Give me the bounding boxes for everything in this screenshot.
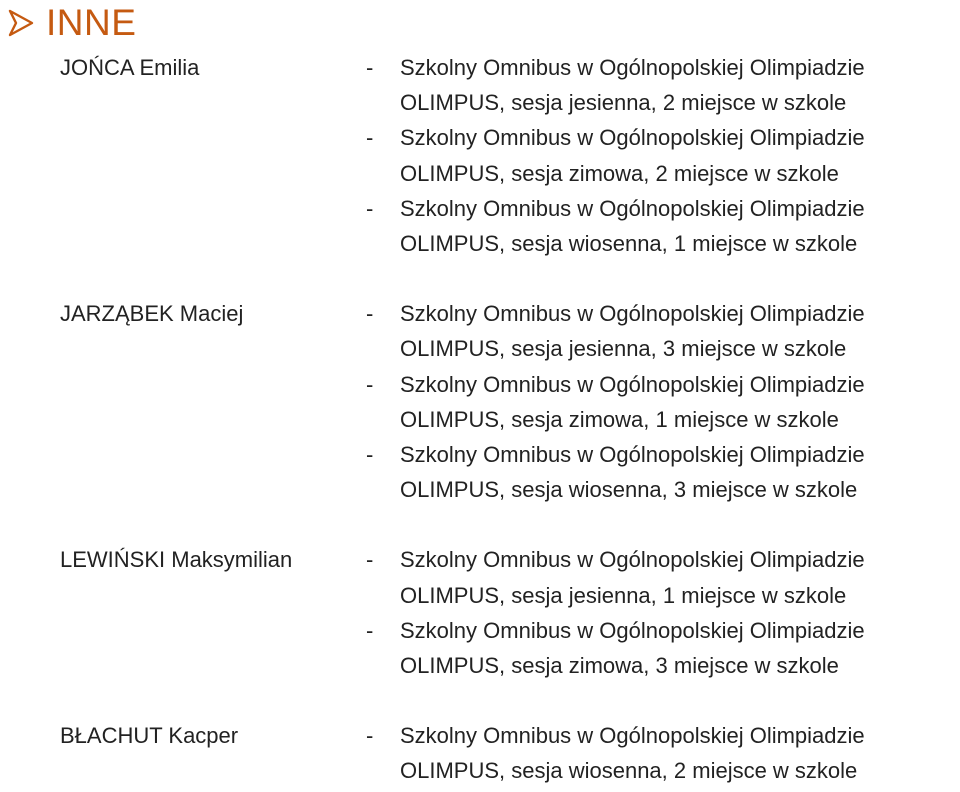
award-line-2: OLIMPUS, sesja jesienna, 3 miejsce w szkole <box>400 336 847 362</box>
list-dash: - <box>366 301 374 327</box>
list-dash: - <box>366 547 374 573</box>
award-line-1: Szkolny Omnibus w Ogólnopolskiej Olimpiadzie <box>400 617 865 643</box>
award-item <box>366 613 960 683</box>
student-name: BŁACHUT Kacper <box>60 723 239 749</box>
awards-list <box>366 50 960 261</box>
list-dash: - <box>366 723 374 749</box>
award-line-1: Szkolny Omnibus w Ogólnopolskiej Olimpiadzie <box>400 301 865 327</box>
entry-spacer <box>0 683 960 718</box>
award-line-1: Szkolny Omnibus w Ogólnopolskiej Olimpiadzie <box>400 442 865 468</box>
list-dash: - <box>366 55 374 80</box>
award-item <box>366 718 960 788</box>
list-dash: - <box>366 195 374 221</box>
award-item <box>366 542 960 612</box>
entry-spacer <box>0 507 960 542</box>
list-dash: - <box>366 617 374 643</box>
award-line-1: Szkolny Omnibus w Ogólnopolskiej Olimpiadzie <box>400 125 865 151</box>
award-item <box>366 120 960 190</box>
list-dash: - <box>366 371 374 397</box>
entry <box>0 50 960 261</box>
award-item <box>366 437 960 507</box>
list-dash: - <box>366 125 374 151</box>
awards-list <box>366 718 960 788</box>
award-line-2: OLIMPUS, sesja zimowa, 2 miejsce w szkole <box>400 160 839 186</box>
award-line-2: OLIMPUS, sesja jesienna, 2 miejsce w szkole <box>400 90 847 116</box>
section-title: INNE <box>46 2 137 43</box>
section-heading <box>6 0 136 46</box>
award-line-2: OLIMPUS, sesja wiosenna, 2 miejsce w szkole <box>400 758 858 784</box>
student-name: JOŃCA Emilia <box>60 55 200 80</box>
awards-list <box>366 296 960 507</box>
award-line-2: OLIMPUS, sesja zimowa, 1 miejsce w szkole <box>400 406 839 432</box>
entries-list <box>0 50 960 789</box>
award-item <box>366 296 960 366</box>
award-line-1: Szkolny Omnibus w Ogólnopolskiej Olimpiadzie <box>400 55 865 80</box>
student-name: LEWIŃSKI Maksymilian <box>60 547 293 573</box>
award-item <box>366 367 960 437</box>
award-line-1: Szkolny Omnibus w Ogólnopolskiej Olimpiadzie <box>400 723 865 749</box>
award-line-1: Szkolny Omnibus w Ogólnopolskiej Olimpiadzie <box>400 371 865 397</box>
awards-list <box>366 542 960 683</box>
entry-spacer <box>0 261 960 296</box>
award-line-2: OLIMPUS, sesja zimowa, 3 miejsce w szkole <box>400 653 839 679</box>
arrow-bullet-icon <box>6 8 36 38</box>
award-line-2: OLIMPUS, sesja wiosenna, 3 miejsce w szkole <box>400 477 858 503</box>
award-item <box>366 191 960 261</box>
award-line-2: OLIMPUS, sesja wiosenna, 1 miejsce w szkole <box>400 231 858 257</box>
entry <box>0 296 960 507</box>
list-dash: - <box>366 442 374 468</box>
award-line-1: Szkolny Omnibus w Ogólnopolskiej Olimpiadzie <box>400 547 865 573</box>
entry <box>0 542 960 683</box>
award-item <box>366 50 960 120</box>
student-name: JARZĄBEK Maciej <box>60 301 244 327</box>
award-line-2: OLIMPUS, sesja jesienna, 1 miejsce w szkole <box>400 582 847 608</box>
entry <box>0 718 960 788</box>
award-line-1: Szkolny Omnibus w Ogólnopolskiej Olimpiadzie <box>400 195 865 221</box>
